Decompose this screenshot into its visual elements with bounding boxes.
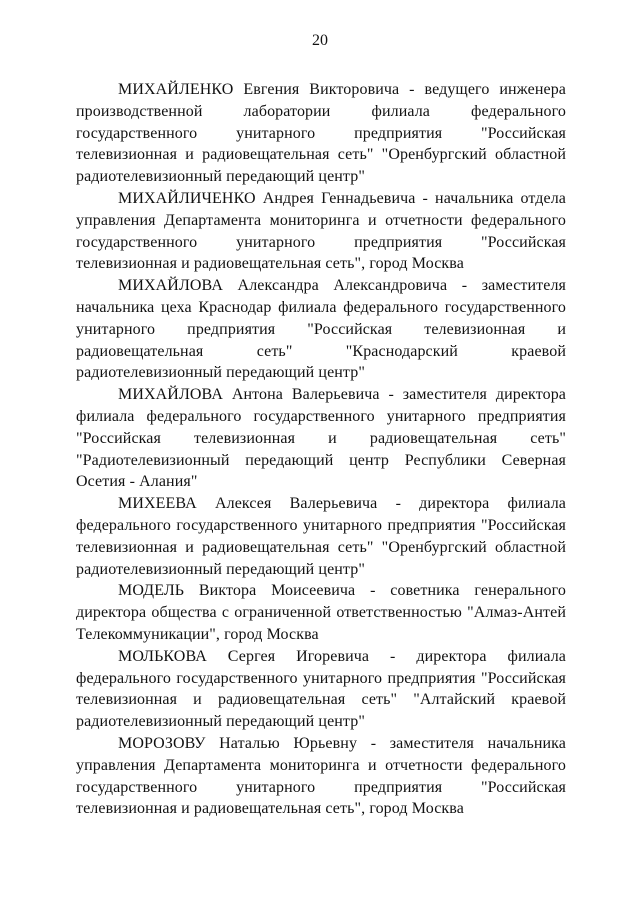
list-item: МИХАЙЛОВА Александра Александровича - заместителя начальника цеха Краснодар филиала федерального государственного унитарного предприятия "Российская телевизионная и радиовещательная сеть" "Краснодарский краевой радиотелевизионный передающий центр" bbox=[76, 277, 566, 382]
list-item: МОДЕЛЬ Виктора Моисеевича - советника генерального директора общества с ограниченной ответственностью "Алмаз-Антей Телекоммуникации", город Москва bbox=[76, 582, 566, 643]
list-item: МИХЕЕВА Алексея Валерьевича - директора филиала федерального государственного унитарного предприятия "Российская телевизионная и радиовещательная сеть" "Оренбургский областной радиотелевизионный передающий центр" bbox=[76, 495, 566, 578]
list-item: МОЛЬКОВА Сергея Игоревича - директора филиала федерального государственного унитарного предприятия "Российская телевизионная и радиовещательная сеть" "Алтайский краевой радиотелевизионный передающий центр" bbox=[76, 647, 566, 731]
list-item: МИХАЙЛОВА Антона Валерьевича - заместителя директора филиала федерального государственного унитарного предприятия "Российская телевизионная и радиовещательная сеть" "Радиотелевизионный передающий центр Республики Северная Осетия - Алания" bbox=[76, 386, 566, 491]
list-item: МОРОЗОВУ Наталью Юрьевну - заместителя начальника управления Департамента мониторинга и отчетности федерального государственного унитарного предприятия "Российская телевизионная и радиовещательная сеть", город Москва bbox=[76, 734, 566, 818]
page-number: 20 bbox=[312, 32, 328, 49]
list-item: МИХАЙЛИЧЕНКО Андрея Геннадьевича - начальника отдела управления Департамента мониторинга и отчетности федерального государственного унитарного предприятия "Российская телевизионная и радиовещательная сеть", город Москва bbox=[76, 189, 566, 273]
award-list bbox=[76, 79, 566, 820]
list-item: МИХАЙЛЕНКО Евгения Викторовича - ведущего инженера производственной лаборатории филиала федерального государственного унитарного предприятия "Российская телевизионная и радиовещательная сеть" "Оренбургский областной радиотелевизионный передающий центр" bbox=[76, 81, 566, 186]
